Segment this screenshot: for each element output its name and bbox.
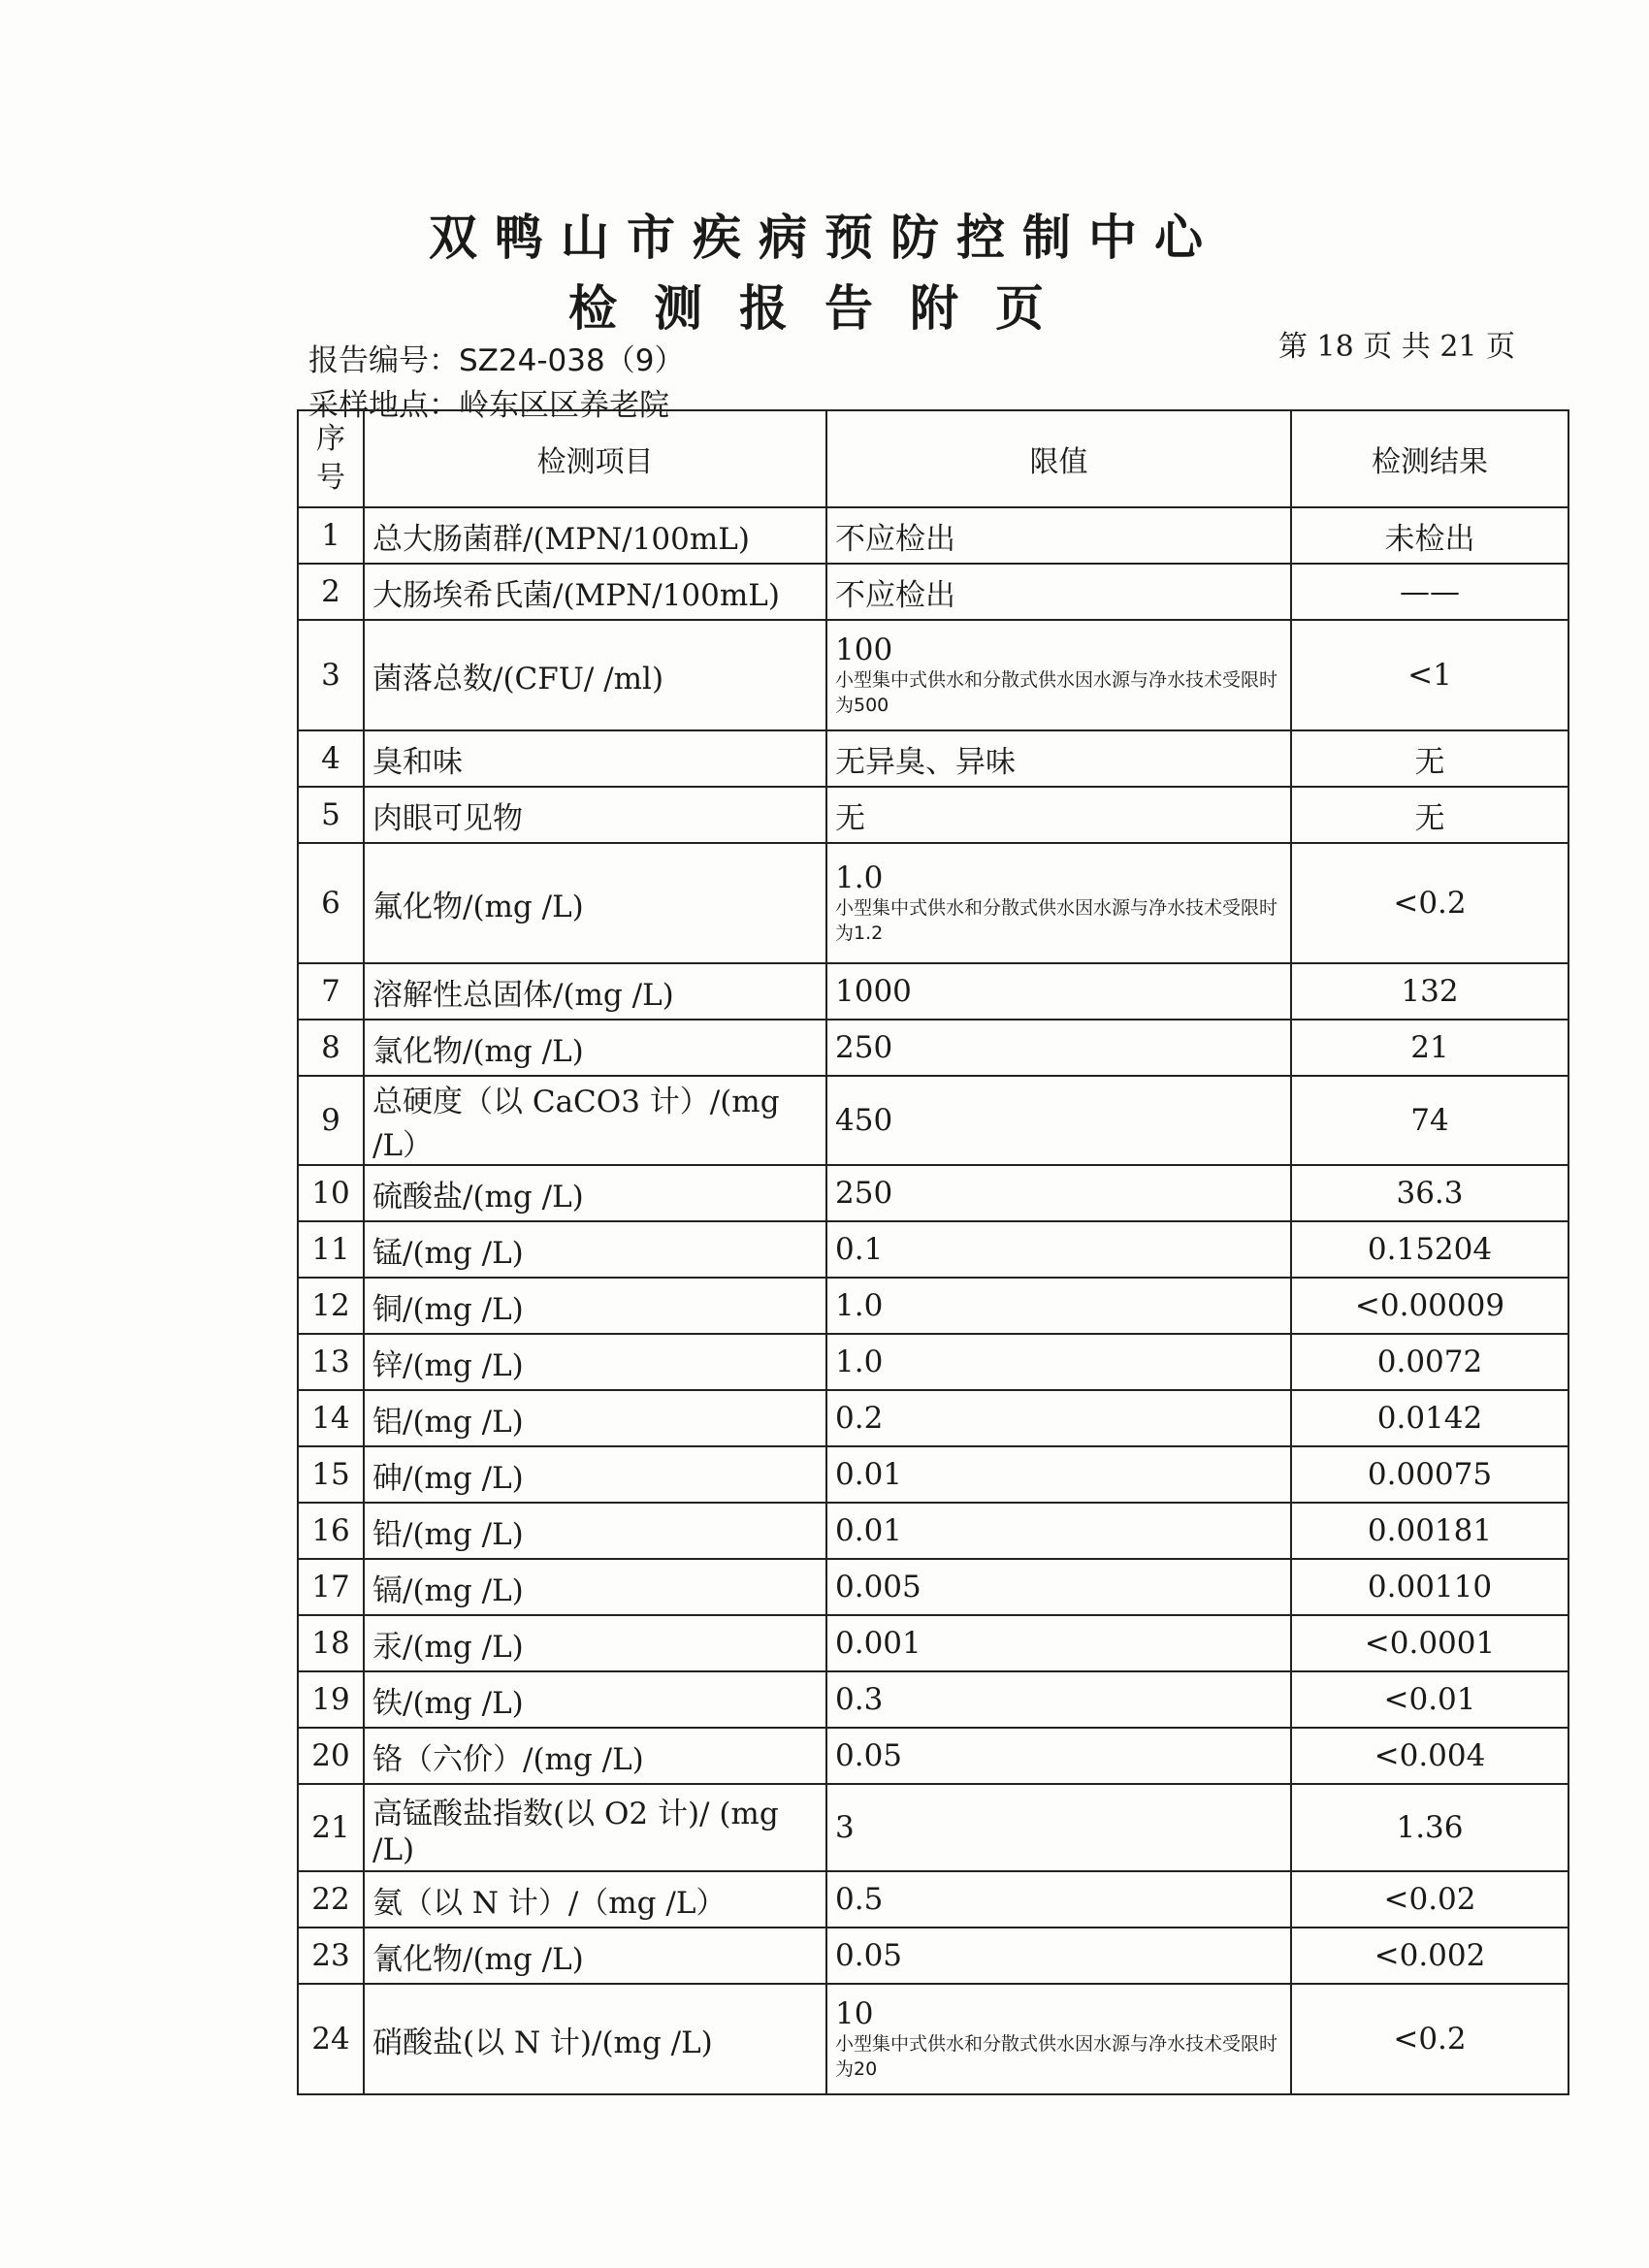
row-item: 总大肠菌群/(MPN/100mL) [364,507,826,564]
table-row [298,1928,1568,1984]
row-item: 总硬度（以 CaCO3 计）/(mg /L） [364,1076,826,1165]
limit-value: 不应检出 [835,521,955,557]
limit-note: 小型集中式供水和分散式供水因水源与净水技术受限时为20 [835,2033,1278,2080]
row-number: 21 [298,1784,364,1871]
row-item: 锰/(mg /L) [364,1221,826,1278]
table-row [298,1076,1568,1165]
row-limit [826,843,1291,963]
table-row [298,1728,1568,1784]
row-number: 15 [298,1446,364,1503]
row-limit [826,963,1291,1020]
row-result: <0.00009 [1291,1278,1568,1334]
limit-value: 1.0 [835,1288,884,1323]
row-limit [826,620,1291,730]
row-limit [826,1076,1291,1165]
row-item: 铝/(mg /L) [364,1390,826,1446]
table-row [298,1871,1568,1928]
table-row [298,1984,1568,2094]
page-number: 第 18 页 共 21 页 [1278,330,1516,364]
limit-note: 小型集中式供水和分散式供水因水源与净水技术受限时为1.2 [835,897,1278,944]
row-item: 氰化物/(mg /L) [364,1928,826,1984]
table-row [298,843,1568,963]
limit-value: 0.2 [835,1401,884,1436]
row-limit [826,787,1291,843]
row-result: 未检出 [1291,507,1568,564]
row-limit [826,1728,1291,1784]
limit-value: 0.05 [835,1738,903,1773]
results-table [297,409,1569,2095]
limit-value: 0.05 [835,1938,903,1973]
row-number: 6 [298,843,364,963]
row-result: <0.004 [1291,1728,1568,1784]
row-number: 13 [298,1334,364,1390]
row-number: 5 [298,787,364,843]
row-result: 无 [1291,787,1568,843]
row-result: 0.00110 [1291,1559,1568,1615]
row-item: 锌/(mg /L) [364,1334,826,1390]
row-item: 大肠埃希氏菌/(MPN/100mL) [364,564,826,620]
row-number: 17 [298,1559,364,1615]
row-number: 3 [298,620,364,730]
row-limit [826,1221,1291,1278]
row-item: 镉/(mg /L) [364,1559,826,1615]
limit-value: 450 [835,1103,893,1138]
table-row [298,1503,1568,1559]
table-row [298,1020,1568,1076]
row-item: 高锰酸盐指数(以 O2 计)/ (mg /L) [364,1784,826,1871]
row-number: 8 [298,1020,364,1076]
limit-value: 10 [835,1996,874,2031]
row-limit [826,564,1291,620]
limit-value: 1000 [835,974,912,1009]
row-limit [826,1503,1291,1559]
row-item: 肉眼可见物 [364,787,826,843]
row-number: 11 [298,1221,364,1278]
row-limit [826,507,1291,564]
limit-value: 不应检出 [835,577,955,613]
limit-value: 0.01 [835,1457,903,1492]
row-result: 0.15204 [1291,1221,1568,1278]
row-number: 7 [298,963,364,1020]
row-result: <0.02 [1291,1871,1568,1928]
sampling-site: 采样地点：岭东区区养老院 [308,388,669,423]
table-row [298,787,1568,843]
table-row [298,1559,1568,1615]
limit-value: 0.001 [835,1626,922,1661]
row-result: 无 [1291,730,1568,787]
limit-value: 0.5 [835,1882,884,1917]
table-header-row [298,410,1568,507]
limit-value: 0.3 [835,1682,884,1717]
row-limit [826,1559,1291,1615]
row-result: 36.3 [1291,1165,1568,1221]
table-row [298,1334,1568,1390]
limit-value: 1.0 [835,860,884,895]
row-limit [826,730,1291,787]
row-result: <0.2 [1291,843,1568,963]
row-number: 23 [298,1928,364,1984]
limit-value: 0.005 [835,1570,922,1604]
table-row [298,1671,1568,1728]
table-row [298,1390,1568,1446]
table-row [298,1615,1568,1671]
row-limit [826,1020,1291,1076]
row-item: 铅/(mg /L) [364,1503,826,1559]
col-header-item: 检测项目 [364,410,826,507]
row-item: 菌落总数/(CFU/ /ml) [364,620,826,730]
report-subtitle: 检测报告附页 [568,280,1081,337]
row-limit [826,1165,1291,1221]
table-row [298,730,1568,787]
table-row [298,1446,1568,1503]
col-header-limit: 限值 [826,410,1291,507]
row-item: 硫酸盐/(mg /L) [364,1165,826,1221]
limit-value: 3 [835,1810,855,1845]
table-row [298,564,1568,620]
row-item: 铬（六价）/(mg /L) [364,1728,826,1784]
row-limit [826,1334,1291,1390]
limit-value: 0.1 [835,1232,884,1267]
row-result: 0.0142 [1291,1390,1568,1446]
limit-value: 250 [835,1176,893,1211]
limit-value: 100 [835,632,893,667]
row-number: 20 [298,1728,364,1784]
report-number: 报告编号：SZ24-038（9） [308,343,685,378]
row-item: 臭和味 [364,730,826,787]
row-result: 74 [1291,1076,1568,1165]
row-limit [826,1984,1291,2094]
table-row [298,507,1568,564]
row-result: <0.2 [1291,1984,1568,2094]
row-result: <0.002 [1291,1928,1568,1984]
report-title: 双鸭山市疾病预防控制中心 [429,210,1220,266]
limit-value: 无异臭、异味 [835,744,1016,780]
row-number: 12 [298,1278,364,1334]
row-item: 氨（以 N 计）/（mg /L） [364,1871,826,1928]
row-number: 10 [298,1165,364,1221]
col-header-result: 检测结果 [1291,410,1568,507]
row-item: 硝酸盐(以 N 计)/(mg /L) [364,1984,826,2094]
row-limit [826,1928,1291,1984]
row-item: 汞/(mg /L) [364,1615,826,1671]
row-limit [826,1871,1291,1928]
row-number: 24 [298,1984,364,2094]
row-item: 氯化物/(mg /L) [364,1020,826,1076]
row-number: 14 [298,1390,364,1446]
row-limit [826,1784,1291,1871]
row-number: 19 [298,1671,364,1728]
table-row [298,1278,1568,1334]
table-row [298,620,1568,730]
row-result: <1 [1291,620,1568,730]
row-limit [826,1390,1291,1446]
row-number: 9 [298,1076,364,1165]
limit-note: 小型集中式供水和分散式供水因水源与净水技术受限时为500 [835,669,1278,716]
row-limit [826,1278,1291,1334]
limit-value: 无 [835,800,865,836]
row-number: 1 [298,507,364,564]
row-number: 4 [298,730,364,787]
table-row [298,1165,1568,1221]
row-limit [826,1615,1291,1671]
col-header-no: 序号 [298,410,364,507]
row-result: 1.36 [1291,1784,1568,1871]
row-number: 22 [298,1871,364,1928]
row-item: 砷/(mg /L) [364,1446,826,1503]
limit-value: 0.01 [835,1513,903,1548]
limit-value: 1.0 [835,1345,884,1379]
row-result: <0.0001 [1291,1615,1568,1671]
row-result: 21 [1291,1020,1568,1076]
row-result: 0.00075 [1291,1446,1568,1503]
table-row [298,1221,1568,1278]
row-limit [826,1671,1291,1728]
row-number: 18 [298,1615,364,1671]
row-number: 2 [298,564,364,620]
row-item: 铜/(mg /L) [364,1278,826,1334]
row-result: 0.00181 [1291,1503,1568,1559]
table-row [298,1784,1568,1871]
row-item: 铁/(mg /L) [364,1671,826,1728]
table-row [298,963,1568,1020]
row-number: 16 [298,1503,364,1559]
row-item: 溶解性总固体/(mg /L) [364,963,826,1020]
row-result: <0.01 [1291,1671,1568,1728]
row-item: 氟化物/(mg /L) [364,843,826,963]
row-limit [826,1446,1291,1503]
row-result: 132 [1291,963,1568,1020]
limit-value: 250 [835,1030,893,1065]
row-result: —— [1291,564,1568,620]
row-result: 0.0072 [1291,1334,1568,1390]
